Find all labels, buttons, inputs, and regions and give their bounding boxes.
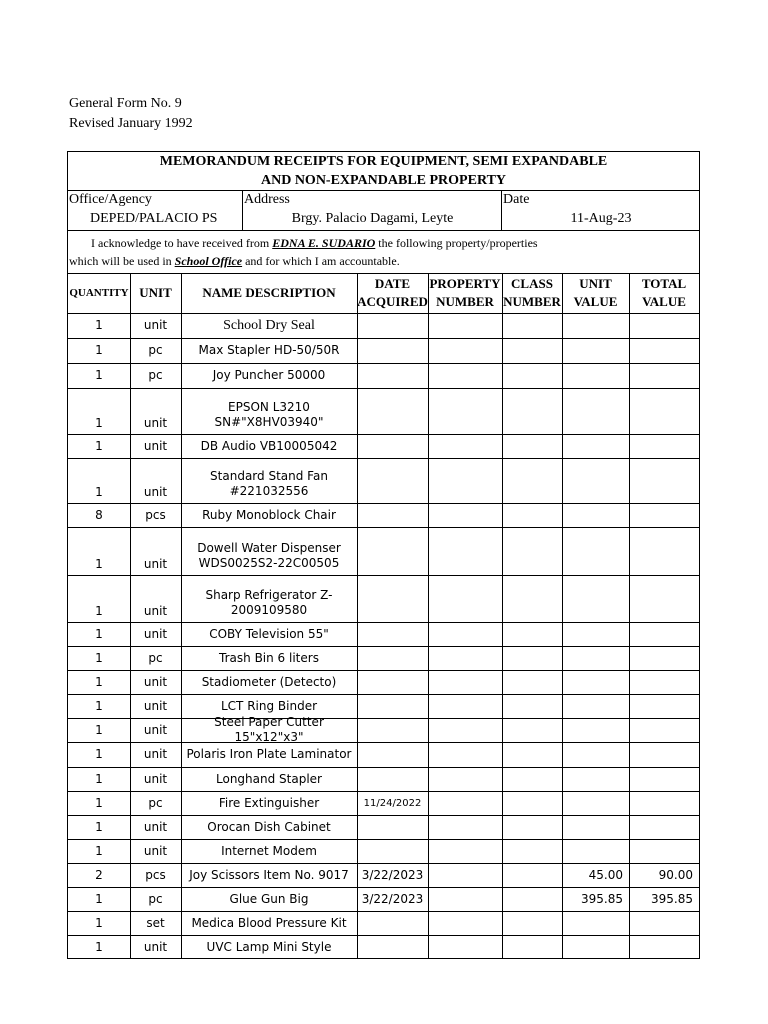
row-description: Polaris Iron Plate Laminator — [186, 747, 352, 761]
row-unit-value — [562, 527, 629, 575]
row-date-acquired — [357, 503, 428, 527]
row-date-acquired — [357, 434, 428, 458]
row-total-value — [629, 694, 699, 718]
form-title-line-2: AND NON-EXPANDABLE PROPERTY — [260, 173, 507, 188]
col-header-quantity: QUANTITY — [69, 287, 129, 299]
row-unit-value — [562, 815, 629, 839]
row-description: DB Audio VB10005042 — [200, 438, 338, 453]
row-quantity: 1 — [95, 438, 103, 453]
row-total-value — [629, 646, 699, 670]
row-date-acquired — [357, 815, 428, 839]
row-date-acquired — [357, 388, 428, 434]
row-date-acquired: 3/22/2023 — [361, 891, 424, 906]
row-unit-value — [562, 694, 629, 718]
row-date-acquired — [357, 911, 428, 935]
row-unit-value — [562, 503, 629, 527]
row-unit: unit — [143, 604, 168, 618]
row-description: Sharp Refrigerator Z-2009109580 — [205, 588, 333, 617]
row-unit-value — [562, 388, 629, 434]
memorandum-receipt-form — [67, 151, 700, 959]
row-quantity: 1 — [95, 698, 103, 713]
row-unit-value: 395.85 — [581, 891, 623, 906]
row-quantity: 1 — [95, 722, 103, 737]
address-value: Brgy. Palacio Dagami, Leyte — [291, 211, 454, 226]
row-quantity: 1 — [95, 318, 103, 332]
row-unit: unit — [143, 819, 168, 834]
row-quantity: 1 — [95, 939, 103, 954]
ack-text-3: which will be used in — [69, 254, 175, 268]
row-quantity: 1 — [95, 915, 103, 930]
row-description: Max Stapler HD-50/50R — [198, 343, 340, 357]
row-quantity: 1 — [95, 416, 103, 430]
row-quantity: 1 — [95, 674, 103, 689]
date-value: 11-Aug-23 — [570, 211, 632, 226]
row-quantity: 1 — [95, 485, 103, 499]
row-total-value — [629, 338, 699, 363]
row-unit-value — [562, 911, 629, 935]
row-unit: unit — [143, 771, 168, 786]
row-date-acquired: 11/24/2022 — [363, 797, 422, 809]
row-quantity: 1 — [95, 604, 103, 618]
revision-date: Revised January 1992 — [69, 116, 193, 131]
row-unit: set — [146, 915, 165, 930]
row-unit: unit — [143, 747, 168, 761]
row-total-value: 395.85 — [651, 891, 693, 906]
used-in-place: School Office — [174, 254, 243, 268]
row-date-acquired — [357, 718, 428, 742]
row-unit: pc — [148, 650, 163, 665]
row-unit-value — [562, 363, 629, 388]
row-unit: unit — [143, 557, 168, 571]
row-total-value — [629, 434, 699, 458]
row-description: Orocan Dish Cabinet — [207, 819, 331, 834]
ack-text-1: I acknowledge to have received from — [91, 236, 273, 250]
row-unit-value — [562, 767, 629, 791]
row-description: Stadiometer (Detecto) — [201, 674, 337, 689]
row-unit: pcs — [145, 867, 166, 882]
row-unit-value — [562, 575, 629, 622]
row-date-acquired — [357, 575, 428, 622]
row-unit: unit — [143, 843, 168, 858]
row-date-acquired — [357, 839, 428, 863]
row-unit-value — [562, 434, 629, 458]
row-unit: pc — [148, 891, 163, 906]
row-date-acquired — [357, 670, 428, 694]
col-header-unit: UNIT — [139, 285, 172, 300]
col-header-property-number: PROPERTY NUMBER — [429, 276, 501, 309]
row-unit: unit — [143, 722, 168, 737]
col-header-name-description: NAME DESCRIPTION — [202, 285, 336, 300]
row-unit-value — [562, 338, 629, 363]
row-date-acquired: 3/22/2023 — [361, 867, 424, 882]
row-date-acquired — [357, 313, 428, 338]
acknowledgement-line-1 — [91, 234, 538, 252]
row-date-acquired — [357, 935, 428, 959]
row-date-acquired — [357, 622, 428, 646]
row-description: COBY Television 55" — [209, 626, 329, 641]
row-description: Joy Puncher 50000 — [212, 368, 326, 382]
row-total-value — [629, 718, 699, 742]
row-description: Internet Modem — [221, 843, 317, 858]
row-unit: unit — [143, 939, 168, 954]
row-description: Trash Bin 6 liters — [219, 650, 319, 665]
row-description: Joy Scissors Item No. 9017 — [189, 867, 349, 882]
row-date-acquired — [357, 338, 428, 363]
row-unit: unit — [143, 485, 168, 499]
row-total-value — [629, 767, 699, 791]
row-date-acquired — [357, 742, 428, 767]
row-description: School Dry Seal — [223, 318, 315, 333]
row-quantity: 1 — [95, 891, 103, 906]
office-agency-label: Office/Agency — [69, 192, 152, 207]
row-total-value — [629, 313, 699, 338]
row-quantity: 1 — [95, 843, 103, 858]
row-unit: unit — [143, 438, 168, 453]
row-total-value — [629, 935, 699, 959]
row-description: Medica Blood Pressure Kit — [191, 915, 347, 930]
acknowledgement-line-2 — [69, 252, 400, 270]
row-total-value — [629, 575, 699, 622]
row-total-value — [629, 742, 699, 767]
row-description: Standard Stand Fan #221032556 — [210, 469, 328, 498]
row-quantity: 1 — [95, 819, 103, 834]
row-unit-value — [562, 791, 629, 815]
row-unit: unit — [143, 416, 168, 430]
row-unit-value — [562, 313, 629, 338]
row-unit-value — [562, 742, 629, 767]
row-date-acquired — [357, 694, 428, 718]
date-label: Date — [503, 192, 530, 207]
row-total-value — [629, 622, 699, 646]
row-unit-value — [562, 935, 629, 959]
col-header-unit-value: UNIT VALUE — [573, 276, 618, 309]
row-unit-value — [562, 670, 629, 694]
row-date-acquired — [357, 767, 428, 791]
row-unit: unit — [143, 318, 168, 332]
row-total-value — [629, 363, 699, 388]
ack-text-2: the following property/properties — [375, 236, 538, 250]
ack-text-4: and for which I am accountable. — [242, 254, 400, 268]
row-unit-value — [562, 839, 629, 863]
row-unit-value — [562, 622, 629, 646]
row-unit-value — [562, 718, 629, 742]
row-unit-value — [562, 458, 629, 503]
row-total-value — [629, 670, 699, 694]
col-header-date-acquired: DATE ACQUIRED — [357, 276, 428, 309]
row-description: Steel Paper Cutter 15"x12"x3" — [214, 715, 324, 744]
row-total-value — [629, 388, 699, 434]
row-date-acquired — [357, 646, 428, 670]
address-label: Address — [244, 192, 290, 207]
row-unit: pc — [148, 795, 163, 810]
row-quantity: 1 — [95, 343, 103, 357]
row-quantity: 1 — [95, 650, 103, 665]
col-header-total-value: TOTAL VALUE — [641, 276, 687, 309]
row-total-value — [629, 503, 699, 527]
office-agency-value: DEPED/PALACIO PS — [90, 211, 218, 226]
row-quantity: 1 — [95, 771, 103, 786]
row-date-acquired — [357, 527, 428, 575]
row-total-value — [629, 458, 699, 503]
row-unit: unit — [143, 698, 168, 713]
form-number: General Form No. 9 — [69, 96, 182, 111]
row-date-acquired — [357, 458, 428, 503]
row-quantity: 2 — [95, 867, 103, 882]
form-header — [69, 94, 193, 134]
row-unit-value: 45.00 — [588, 867, 623, 882]
row-unit: unit — [143, 674, 168, 689]
row-description: Longhand Stapler — [216, 771, 322, 786]
row-quantity: 1 — [95, 626, 103, 641]
row-total-value — [629, 527, 699, 575]
row-total-value — [629, 839, 699, 863]
row-description: EPSON L3210 SN#"X8HV03940" — [214, 400, 324, 429]
row-total-value — [629, 911, 699, 935]
row-description: UVC Lamp Mini Style — [206, 939, 332, 954]
row-unit-value — [562, 646, 629, 670]
row-description: Ruby Monoblock Chair — [202, 507, 336, 522]
row-unit: pc — [148, 343, 163, 357]
row-date-acquired — [357, 363, 428, 388]
row-total-value — [629, 815, 699, 839]
received-from-name: EDNA E. SUDARIO — [272, 236, 376, 250]
row-unit: unit — [143, 626, 168, 641]
row-unit: pcs — [145, 507, 166, 522]
row-description: Fire Extinguisher — [218, 795, 320, 810]
row-total-value — [629, 791, 699, 815]
row-quantity: 1 — [95, 747, 103, 761]
row-quantity: 8 — [95, 507, 103, 522]
col-header-class-number: CLASS NUMBER — [503, 276, 561, 309]
row-description: Dowell Water Dispenser WDS0025S2-22C00505 — [197, 541, 341, 570]
row-quantity: 1 — [95, 368, 103, 382]
row-unit: pc — [148, 368, 163, 382]
row-description: LCT Ring Binder — [220, 698, 318, 713]
row-quantity: 1 — [95, 795, 103, 810]
row-description: Glue Gun Big — [229, 891, 309, 906]
row-total-value: 90.00 — [658, 867, 693, 882]
row-quantity: 1 — [95, 557, 103, 571]
form-title-line-1: MEMORANDUM RECEIPTS FOR EQUIPMENT, SEMI EXPANDABLE — [159, 154, 608, 169]
